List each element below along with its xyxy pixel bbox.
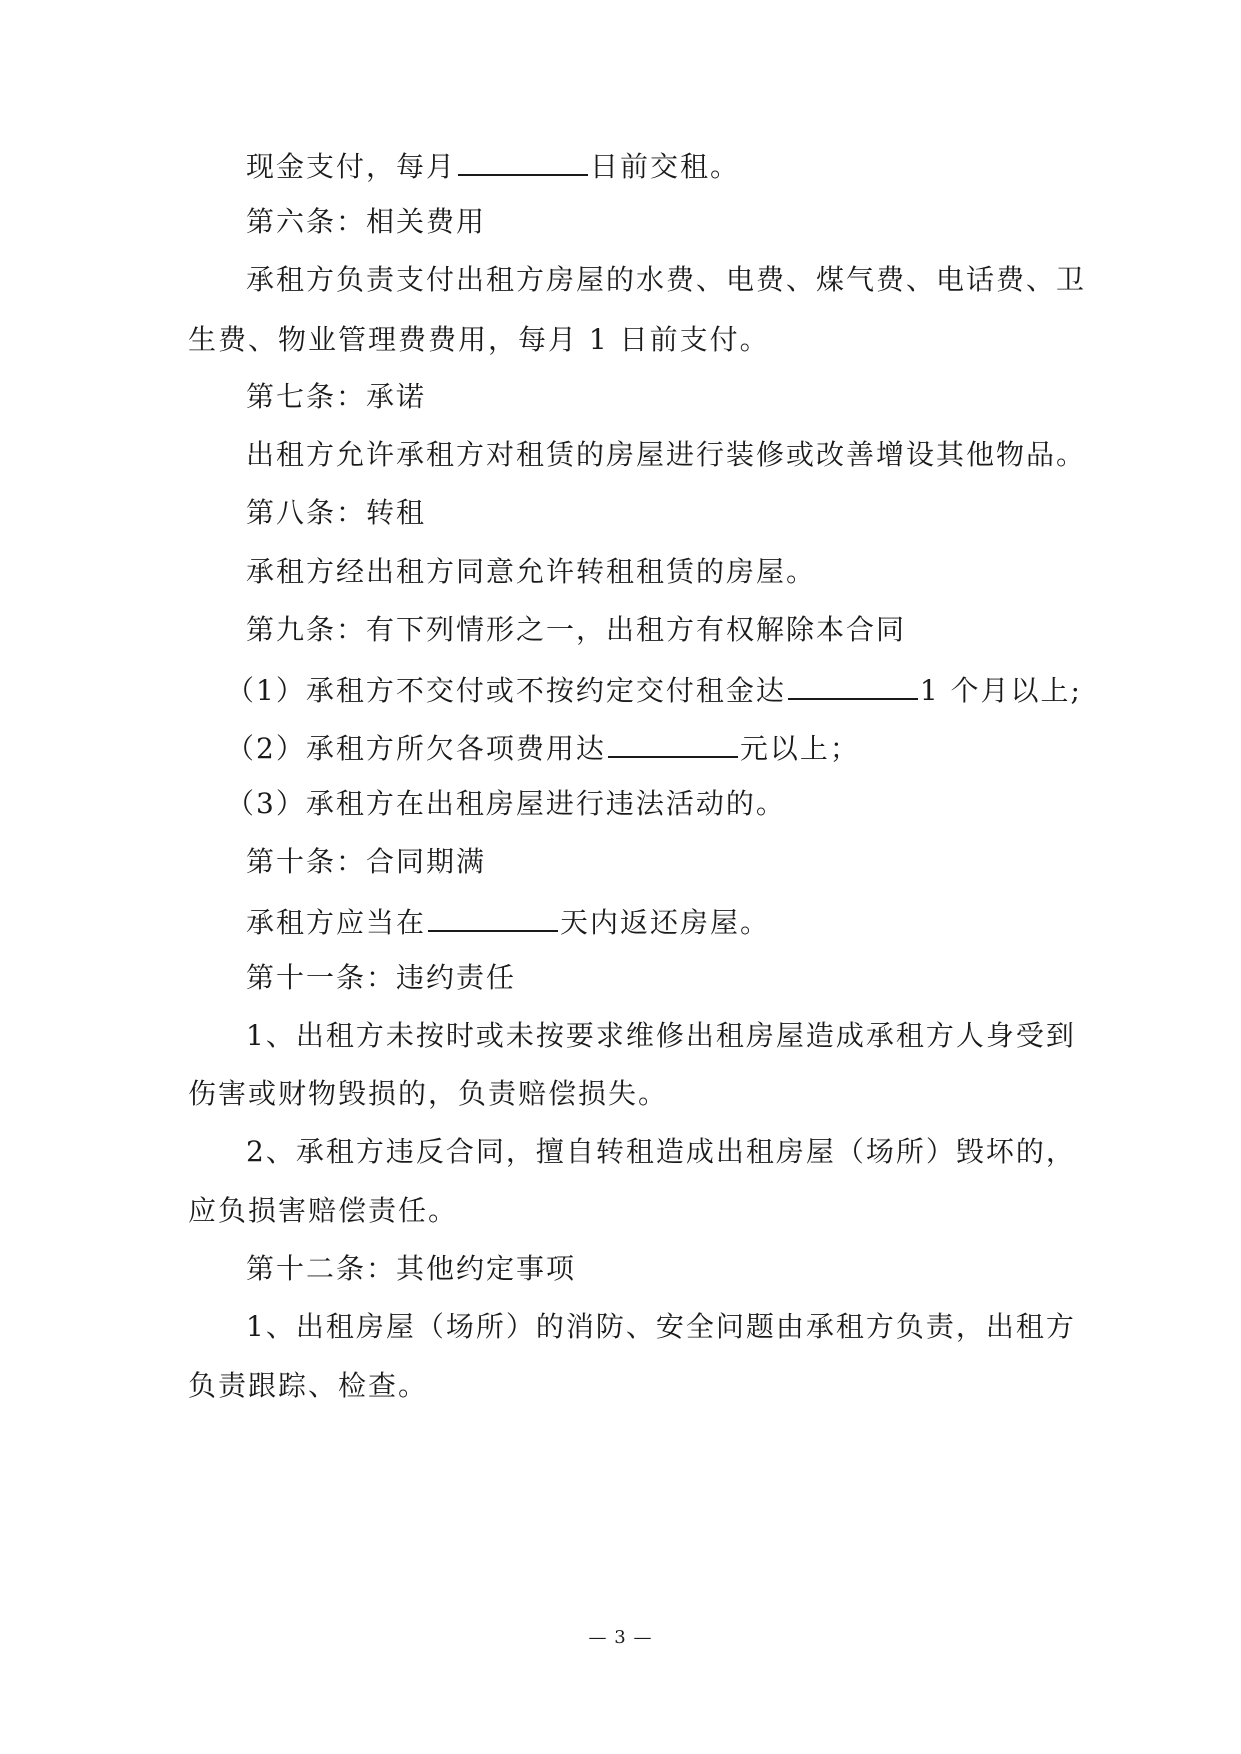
text-line: 承租方负责支付出租方房屋的水费、电费、煤气费、电话费、卫 — [246, 263, 1087, 296]
text-line: 生费、物业管理费费用，每月 1 日前支付。 — [188, 323, 770, 356]
section-heading: 第十二条：其他约定事项 — [246, 1252, 577, 1285]
blank-field — [608, 726, 738, 758]
text-segment: 元以上； — [739, 732, 860, 765]
blank-field — [458, 144, 588, 176]
text-line: 1、出租房屋（场所）的消防、安全问题由承租方负责，出租方 — [246, 1310, 1076, 1343]
section-heading: 第九条：有下列情形之一，出租方有权解除本合同 — [246, 613, 907, 646]
section-heading: 第十一条：违约责任 — [246, 961, 517, 994]
text-segment: 天内返还房屋。 — [560, 906, 771, 939]
list-item — [226, 668, 1106, 711]
text-line: 2、承租方违反合同，擅自转租造成出租房屋（场所）毁坏的， — [246, 1135, 1076, 1168]
text-line: 承租方经出租方同意允许转租租赁的房屋。 — [246, 555, 817, 588]
text-segment: 1 个月以上; — [919, 674, 1082, 707]
text-line: 伤害或财物毁损的，负责赔偿损失。 — [188, 1077, 669, 1110]
blank-field — [788, 668, 918, 700]
text-segment: 承租方应当在 — [246, 906, 427, 939]
text-segment: （2）承租方所欠各项费用达 — [226, 732, 606, 765]
text-line: 应负损害赔偿责任。 — [188, 1194, 459, 1227]
text-segment: 现金支付，每月 — [246, 150, 457, 183]
text-line: 1、出租方未按时或未按要求维修出租房屋造成承租方人身受到 — [246, 1019, 1076, 1052]
text-segment: （1）承租方不交付或不按约定交付租金达 — [226, 674, 786, 707]
section-heading: 第十条：合同期满 — [246, 845, 487, 878]
text-line — [246, 144, 1068, 187]
list-item: （3）承租方在出租房屋进行违法活动的。 — [226, 787, 786, 820]
text-line: 负责跟踪、检查。 — [188, 1369, 429, 1402]
text-line: 出租方允许承租方对租赁的房屋进行装修或改善增设其他物品。 — [246, 438, 1087, 471]
text-line — [246, 900, 1068, 943]
section-heading: 第七条：承诺 — [246, 380, 427, 413]
page-number: — 3 — — [588, 1627, 653, 1648]
section-heading: 第六条：相关费用 — [246, 205, 487, 238]
section-heading: 第八条：转租 — [246, 496, 427, 529]
blank-field — [428, 900, 558, 932]
list-item — [226, 726, 1106, 769]
text-segment: 日前交租。 — [590, 150, 741, 183]
